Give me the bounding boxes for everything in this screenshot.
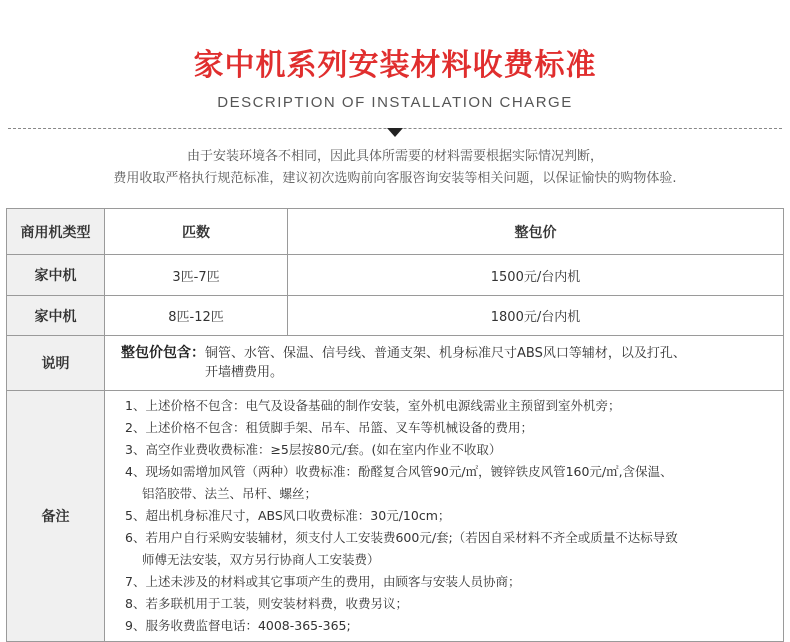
row-price: 1800元/台内机 <box>288 296 784 336</box>
explanation-row <box>7 336 784 391</box>
row-power: 3匹-7匹 <box>105 255 288 296</box>
remark-line: 4、现场如需增加风管（两种）收费标准：酚醛复合风管90元/㎡，镀锌铁皮风管160元/㎡,含保温、 <box>125 464 673 479</box>
explanation-line: 铜管、水管、保温、信号线、普通支架、机身标准尺寸ABS风口等辅材，以及打孔、 <box>205 346 686 361</box>
remark-line: 1、上述价格不包含：电气及设备基础的制作安装，室外机电源线需业主预留到室外机旁； <box>125 398 621 413</box>
remark-line: 9、服务收费监督电话：4008-365-365; <box>125 618 351 633</box>
remark-line: 6、若用户自行采购安装辅材，须支付人工安装费600元/套;（若因自采材料不齐全或质量不达标导致 <box>125 530 678 545</box>
remark-line: 铝箔胶带、法兰、吊杆、螺丝； <box>142 486 318 501</box>
row-power: 8匹-12匹 <box>105 296 288 336</box>
table-header-row <box>7 209 784 255</box>
remark-line: 5、超出机身标准尺寸，ABS风口收费标准：30元/10cm； <box>125 508 451 523</box>
row-type: 家中机 <box>7 255 105 296</box>
header-power: 匹数 <box>105 209 288 255</box>
remarks-content <box>105 391 784 642</box>
remark-line: 师傅无法安装，双方另行协商人工安装费） <box>142 552 380 567</box>
triangle-down-icon <box>387 128 403 137</box>
page-subtitle: DESCRIPTION OF INSTALLATION CHARGE <box>217 94 573 111</box>
remarks-label: 备注 <box>7 391 105 642</box>
explanation-line: 开墙槽费用。 <box>205 365 284 380</box>
remarks-row <box>7 391 784 642</box>
explanation-heading: 整包价包含： <box>121 345 205 361</box>
remark-line: 3、高空作业费收费标准：≥5层按80元/套。(如在室内作业不收取） <box>125 442 502 457</box>
page-title: 家中机系列安装材料收费标准 <box>193 48 597 83</box>
intro-line: 由于安装环境各不相同，因此具体所需要的材料需要根据实际情况判断， <box>186 149 603 164</box>
row-type: 家中机 <box>7 296 105 336</box>
charge-table <box>6 208 784 642</box>
explanation-content <box>105 336 784 391</box>
row-price: 1500元/台内机 <box>288 255 784 296</box>
table-row <box>7 296 784 336</box>
remark-line: 7、上述未涉及的材料或其它事项产生的费用，由顾客与安装人员协商； <box>125 574 521 589</box>
remark-line: 8、若多联机用于工装，则安装材料费，收费另议； <box>125 596 408 611</box>
intro-text <box>0 146 790 190</box>
explanation-label: 说明 <box>7 336 105 391</box>
intro-line: 费用收取严格执行规范标准，建议初次选购前向客服咨询安装等相关问题，以保证愉快的购物体验. <box>113 171 677 186</box>
remark-line: 2、上述价格不包含：租赁脚手架、吊车、吊篮、叉车等机械设备的费用； <box>125 420 533 435</box>
header-price: 整包价 <box>288 209 784 255</box>
header-type: 商用机类型 <box>7 209 105 255</box>
table-row <box>7 255 784 296</box>
